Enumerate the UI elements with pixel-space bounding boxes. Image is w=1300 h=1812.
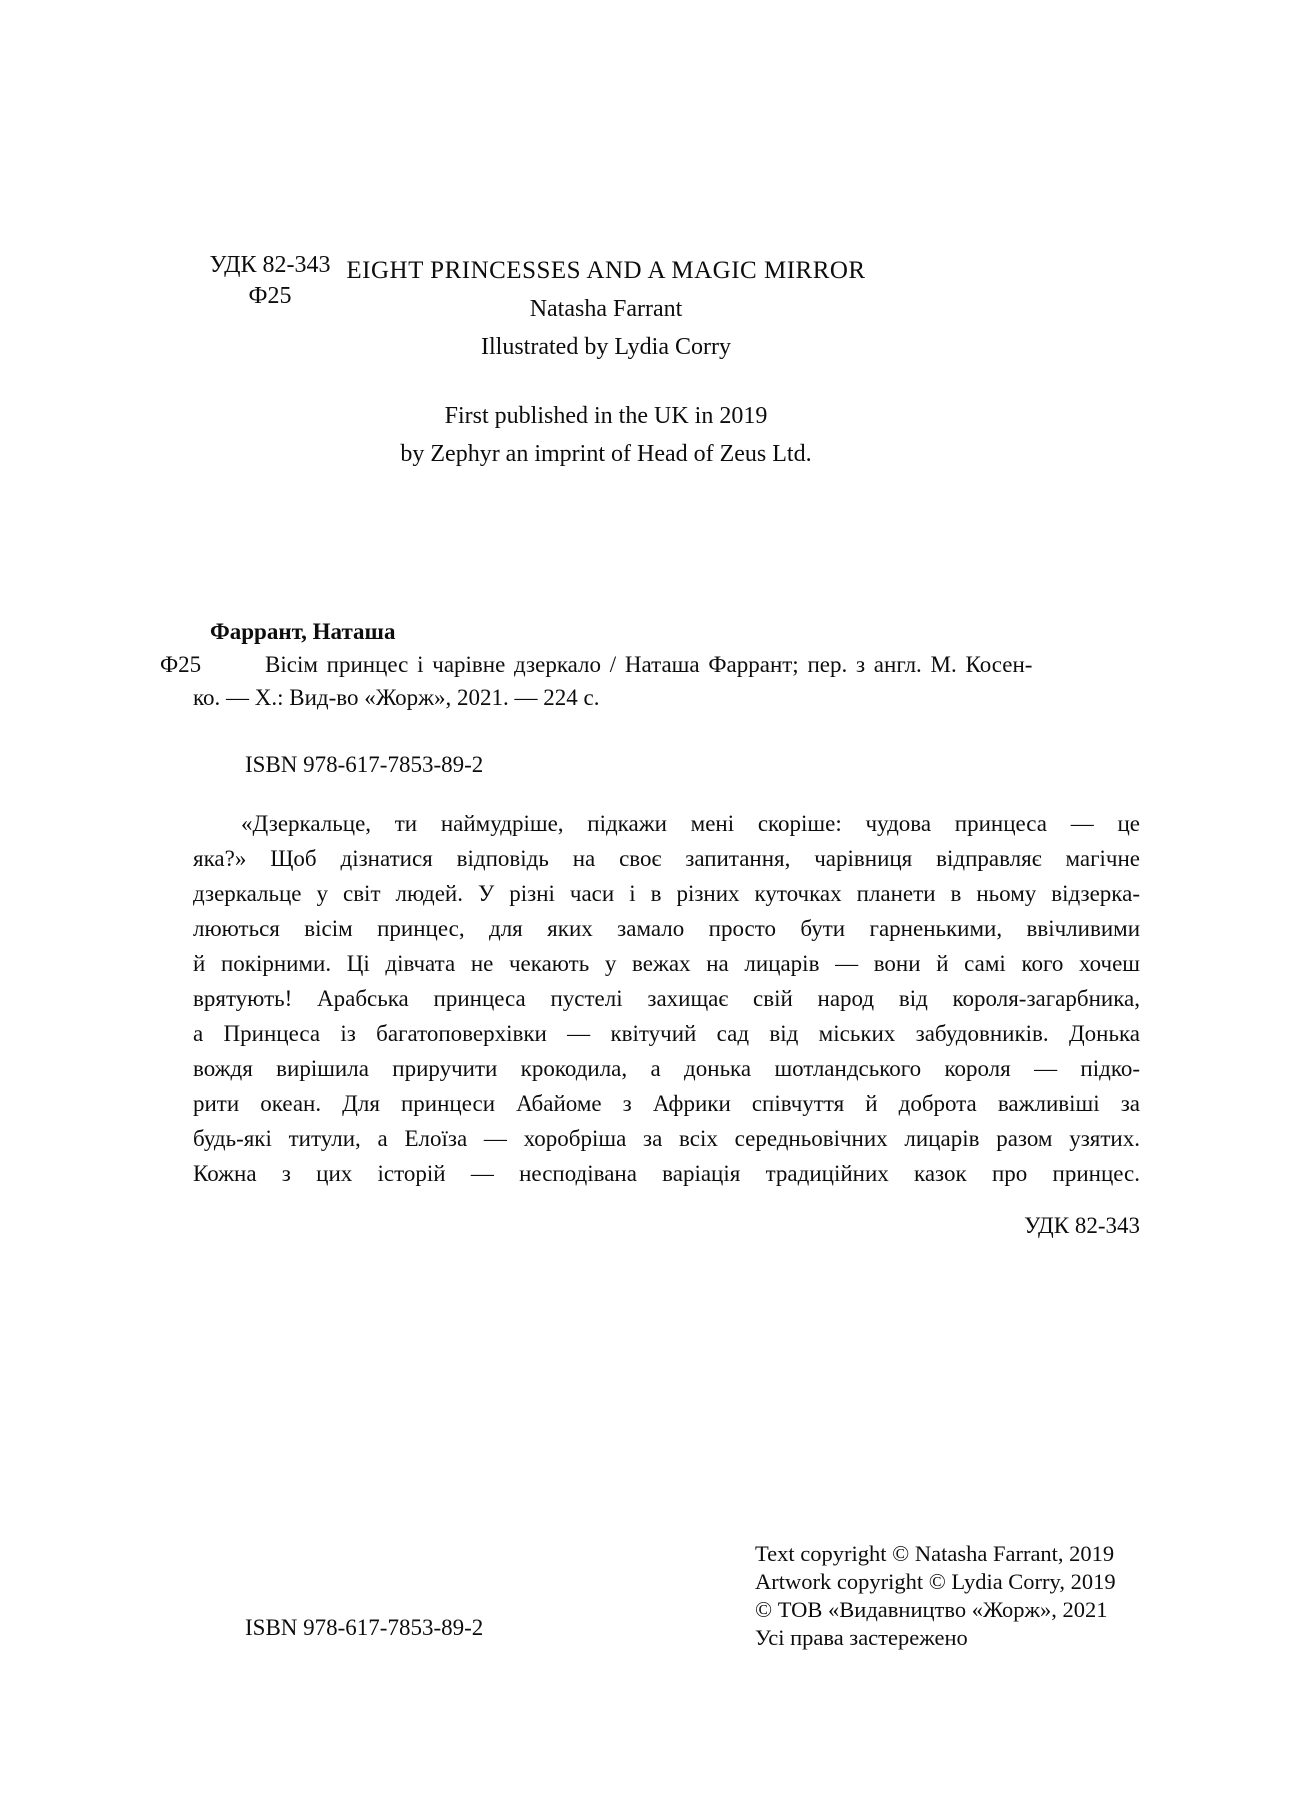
- annotation-line: «Дзеркальце, ти наймудріше, підкажи мені скоріше: чудова принцеса — це: [241, 811, 1140, 836]
- catalog-heading: Фаррант, Наташа: [210, 619, 396, 644]
- annotation-line: будь-які титули, а Елоїза — хоробріша за всіх середньовічних лицарів разом узятих.: [193, 1126, 1140, 1151]
- annotation-line: рити океан. Для принцеси Абайоме з Африки співчуття й доброта важливіші за: [193, 1091, 1140, 1116]
- original-author: Natasha Farrant: [529, 296, 683, 322]
- catalog-index-label: Ф25: [160, 652, 202, 677]
- annotation-line: люються вісім принцес, для яких замало просто бути гарненькими, ввічливими: [193, 916, 1140, 941]
- annotation-line: дзеркальце у світ людей. У різні часи і в різних куточках планети в ньому відзерка-: [193, 881, 1140, 906]
- catalog-record: [160, 615, 1140, 781]
- title-block: [0, 252, 1212, 473]
- annotation-line: а Принцеса із багатоповерхівки — квітучий сад від міських забудовників. Донька: [193, 1021, 1140, 1046]
- isbn-line: ISBN 978-617-7853-89-2: [245, 752, 484, 777]
- original-title: EIGHT PRINCESSES AND A MAGIC MIRROR: [346, 257, 866, 284]
- illustrator-credit: Illustrated by Lydia Corry: [481, 334, 731, 360]
- catalog-description-line: ко. — Х.: Вид-во «Жорж», 2021. — 224 с.: [193, 685, 600, 710]
- publisher-line: by Zephyr an imprint of Head of Zeus Ltd.: [400, 441, 812, 467]
- annotation-line: яка?» Щоб дізнатися відповідь на своє запитання, чарівниця відправляє магічне: [193, 846, 1140, 871]
- udc-footer-code: УДК 82-343: [1024, 1213, 1140, 1238]
- copyright-line-artwork: Artwork copyright © Lydia Corry, 2019: [755, 1569, 1116, 1594]
- copyright-block: [755, 1540, 1116, 1652]
- rights-reserved-line: Усі права застережено: [755, 1625, 968, 1650]
- copyright-line-text: Text copyright © Natasha Farrant, 2019: [755, 1541, 1115, 1566]
- copyright-line-publisher: © ТОВ «Видавництво «Жорж», 2021: [755, 1597, 1108, 1622]
- annotation-line: врятують! Арабська принцеса пустелі захищає свій народ від короля-загарбника,: [193, 986, 1140, 1011]
- catalog-description-line: Вісім принцес і чарівне дзеркало / Наташа Фаррант; пер. з англ. М. Косен-: [265, 652, 1033, 677]
- udc-author-sign: Ф25: [248, 283, 292, 309]
- annotation-line: Кожна з цих історій — несподівана варіація традиційних казок про принцес.: [193, 1161, 1140, 1186]
- annotation-line: вождя вирішила приручити крокодила, а донька шотландського короля — підко-: [193, 1056, 1140, 1081]
- udc-code: УДК 82-343: [209, 252, 331, 278]
- first-published-line: First published in the UK in 2019: [444, 403, 768, 429]
- annotation-paragraph: [193, 806, 1140, 1243]
- annotation-line: й покірними. Ці дівчата не чекають у вежах на лицарів — вони й самі кого хочеш: [193, 951, 1140, 976]
- footer-isbn: ISBN 978-617-7853-89-2: [245, 1615, 484, 1640]
